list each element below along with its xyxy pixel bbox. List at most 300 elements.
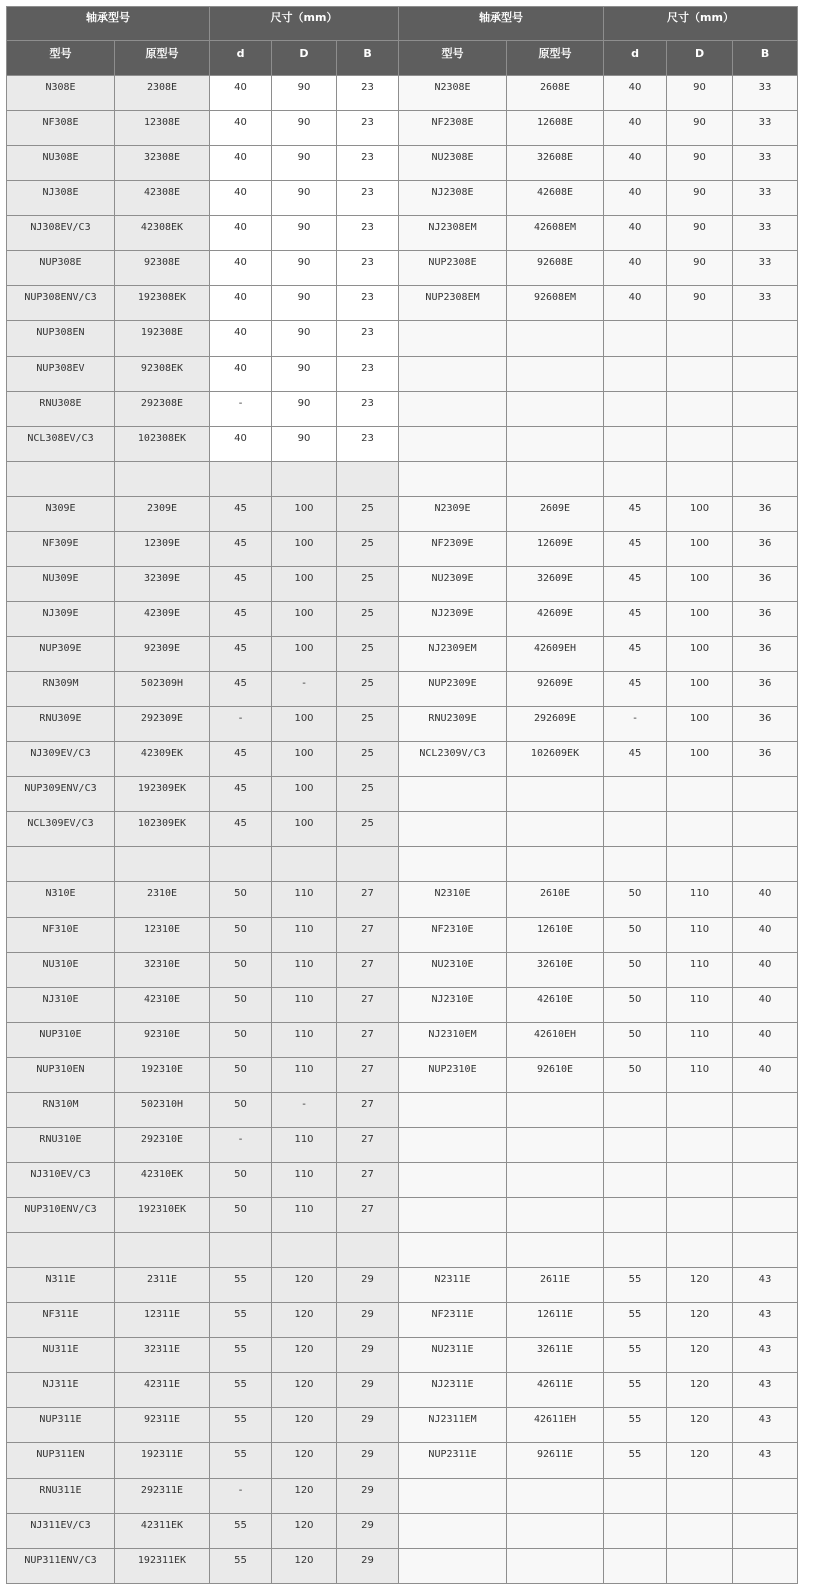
table-body bbox=[7, 76, 798, 1584]
cell-left-D: 90 bbox=[272, 181, 337, 216]
cell-right-model bbox=[399, 1513, 507, 1548]
cell-right-model: NUP2309E bbox=[399, 672, 507, 707]
cell-right-original bbox=[507, 461, 604, 496]
cell-left-model: NJ311EV/C3 bbox=[7, 1513, 115, 1548]
cell-left-d: 40 bbox=[210, 181, 272, 216]
cell-right-D: 100 bbox=[667, 566, 733, 601]
cell-left-D: 90 bbox=[272, 391, 337, 426]
cell-left-D: 90 bbox=[272, 356, 337, 391]
cell-right-D: 100 bbox=[667, 637, 733, 672]
table-row bbox=[7, 1513, 798, 1548]
cell-right-d bbox=[604, 812, 667, 847]
cell-right-model bbox=[399, 1478, 507, 1513]
cell-right-B: 33 bbox=[733, 286, 798, 321]
cell-right-D bbox=[667, 847, 733, 882]
cell-right-D bbox=[667, 1162, 733, 1197]
cell-left-d: 55 bbox=[210, 1338, 272, 1373]
cell-right-original: 42608E bbox=[507, 181, 604, 216]
cell-left-D: 110 bbox=[272, 1162, 337, 1197]
cell-right-original: 2611E bbox=[507, 1268, 604, 1303]
cell-left-model: NUP308EV bbox=[7, 356, 115, 391]
cell-left-original: 192311EK bbox=[115, 1548, 210, 1583]
cell-left-D: 120 bbox=[272, 1478, 337, 1513]
cell-left-d: 40 bbox=[210, 146, 272, 181]
cell-left-B: 27 bbox=[337, 882, 399, 917]
cell-left-original: 12311E bbox=[115, 1303, 210, 1338]
cell-left-d: 55 bbox=[210, 1268, 272, 1303]
cell-left-D: 120 bbox=[272, 1408, 337, 1443]
cell-left-D: 90 bbox=[272, 111, 337, 146]
cell-right-D bbox=[667, 1548, 733, 1583]
cell-left-d: 40 bbox=[210, 251, 272, 286]
cell-right-original: 92610E bbox=[507, 1057, 604, 1092]
table-row bbox=[7, 1478, 798, 1513]
table-row bbox=[7, 1022, 798, 1057]
cell-left-d: 50 bbox=[210, 1022, 272, 1057]
col-B-left: B bbox=[337, 41, 399, 76]
cell-left-original: 292308E bbox=[115, 391, 210, 426]
cell-right-B: 43 bbox=[733, 1373, 798, 1408]
cell-right-D bbox=[667, 391, 733, 426]
cell-left-d: 55 bbox=[210, 1408, 272, 1443]
table-row bbox=[7, 566, 798, 601]
table-row bbox=[7, 812, 798, 847]
cell-left-d: 45 bbox=[210, 531, 272, 566]
cell-left-D: 120 bbox=[272, 1513, 337, 1548]
cell-right-d: 45 bbox=[604, 742, 667, 777]
bearing-spec-table bbox=[6, 6, 798, 1584]
cell-left-original: 92310E bbox=[115, 1022, 210, 1057]
table-row bbox=[7, 1443, 798, 1478]
cell-left-d: 50 bbox=[210, 1198, 272, 1233]
table-row bbox=[7, 216, 798, 251]
cell-left-original: 2311E bbox=[115, 1268, 210, 1303]
cell-left-d bbox=[210, 847, 272, 882]
cell-left-D: 90 bbox=[272, 216, 337, 251]
cell-left-B: 23 bbox=[337, 146, 399, 181]
cell-left-B: 23 bbox=[337, 356, 399, 391]
table-row bbox=[7, 426, 798, 461]
group-model-right: 轴承型号 bbox=[399, 7, 604, 41]
cell-left-d: 40 bbox=[210, 76, 272, 111]
cell-right-B: 40 bbox=[733, 1057, 798, 1092]
cell-right-model bbox=[399, 1233, 507, 1268]
cell-left-d: 45 bbox=[210, 672, 272, 707]
cell-right-model: NUP2310E bbox=[399, 1057, 507, 1092]
cell-right-D: 120 bbox=[667, 1338, 733, 1373]
cell-left-D bbox=[272, 1233, 337, 1268]
cell-left-original: 42308EK bbox=[115, 216, 210, 251]
cell-left-d: 40 bbox=[210, 216, 272, 251]
cell-right-d bbox=[604, 1162, 667, 1197]
cell-right-original bbox=[507, 1162, 604, 1197]
cell-right-original: 32611E bbox=[507, 1338, 604, 1373]
cell-right-D: 120 bbox=[667, 1373, 733, 1408]
cell-left-original: 32308E bbox=[115, 146, 210, 181]
cell-left-model: NJ308E bbox=[7, 181, 115, 216]
cell-right-D: 110 bbox=[667, 1022, 733, 1057]
cell-right-d bbox=[604, 391, 667, 426]
cell-right-model bbox=[399, 1092, 507, 1127]
cell-right-D: 90 bbox=[667, 251, 733, 286]
cell-right-d: 45 bbox=[604, 531, 667, 566]
cell-left-D: 110 bbox=[272, 1022, 337, 1057]
cell-right-B bbox=[733, 777, 798, 812]
cell-left-D bbox=[272, 461, 337, 496]
cell-right-original: 42611EH bbox=[507, 1408, 604, 1443]
table-row bbox=[7, 707, 798, 742]
cell-right-D: 100 bbox=[667, 531, 733, 566]
cell-right-model bbox=[399, 777, 507, 812]
cell-right-original bbox=[507, 812, 604, 847]
cell-right-D: 120 bbox=[667, 1268, 733, 1303]
cell-left-model: NUP310E bbox=[7, 1022, 115, 1057]
cell-left-B: 29 bbox=[337, 1513, 399, 1548]
cell-left-model: NUP311E bbox=[7, 1408, 115, 1443]
cell-right-D: 100 bbox=[667, 742, 733, 777]
cell-right-model: NJ2309EM bbox=[399, 637, 507, 672]
cell-left-D: 120 bbox=[272, 1443, 337, 1478]
cell-left-model: RN309M bbox=[7, 672, 115, 707]
cell-left-B: 23 bbox=[337, 251, 399, 286]
cell-right-d bbox=[604, 1478, 667, 1513]
cell-left-D: 90 bbox=[272, 146, 337, 181]
cell-right-B bbox=[733, 1548, 798, 1583]
cell-left-d: 45 bbox=[210, 777, 272, 812]
cell-left-original: 2308E bbox=[115, 76, 210, 111]
cell-right-d: - bbox=[604, 707, 667, 742]
cell-right-B: 43 bbox=[733, 1443, 798, 1478]
cell-right-D bbox=[667, 1478, 733, 1513]
cell-left-D: 100 bbox=[272, 742, 337, 777]
cell-right-B: 40 bbox=[733, 952, 798, 987]
cell-left-d: 40 bbox=[210, 286, 272, 321]
cell-left-model: NJ309E bbox=[7, 601, 115, 636]
cell-left-d: - bbox=[210, 1478, 272, 1513]
cell-left-original: 92308E bbox=[115, 251, 210, 286]
cell-right-B: 43 bbox=[733, 1268, 798, 1303]
table-row bbox=[7, 356, 798, 391]
cell-right-B bbox=[733, 426, 798, 461]
table-row bbox=[7, 777, 798, 812]
cell-right-d: 55 bbox=[604, 1268, 667, 1303]
cell-left-model: N311E bbox=[7, 1268, 115, 1303]
cell-right-B: 33 bbox=[733, 216, 798, 251]
col-D-right: D bbox=[667, 41, 733, 76]
cell-right-B bbox=[733, 356, 798, 391]
cell-right-B: 43 bbox=[733, 1338, 798, 1373]
cell-right-model: NF2309E bbox=[399, 531, 507, 566]
cell-left-original: 92309E bbox=[115, 637, 210, 672]
cell-left-D: 120 bbox=[272, 1303, 337, 1338]
cell-left-B: 27 bbox=[337, 1198, 399, 1233]
cell-left-D: 100 bbox=[272, 777, 337, 812]
table-row bbox=[7, 637, 798, 672]
cell-left-B: 27 bbox=[337, 917, 399, 952]
cell-left-d: 55 bbox=[210, 1303, 272, 1338]
cell-right-model: NF2308E bbox=[399, 111, 507, 146]
cell-right-original bbox=[507, 356, 604, 391]
cell-left-model: NU308E bbox=[7, 146, 115, 181]
cell-left-B: 29 bbox=[337, 1443, 399, 1478]
cell-left-original: 102308EK bbox=[115, 426, 210, 461]
cell-right-model: NJ2311EM bbox=[399, 1408, 507, 1443]
cell-left-B bbox=[337, 461, 399, 496]
cell-right-D bbox=[667, 321, 733, 356]
cell-right-model bbox=[399, 461, 507, 496]
cell-left-d: 40 bbox=[210, 111, 272, 146]
cell-right-model: N2309E bbox=[399, 496, 507, 531]
cell-right-D: 110 bbox=[667, 952, 733, 987]
cell-left-B: 27 bbox=[337, 1127, 399, 1162]
cell-left-d: 55 bbox=[210, 1548, 272, 1583]
cell-right-original: 92608EM bbox=[507, 286, 604, 321]
cell-right-d bbox=[604, 356, 667, 391]
table-row bbox=[7, 111, 798, 146]
cell-left-model: NUP311ENV/C3 bbox=[7, 1548, 115, 1583]
cell-right-d: 40 bbox=[604, 286, 667, 321]
cell-left-B: 23 bbox=[337, 181, 399, 216]
table-row bbox=[7, 1162, 798, 1197]
cell-left-original: 42311E bbox=[115, 1373, 210, 1408]
cell-right-B bbox=[733, 1513, 798, 1548]
cell-right-model: NJ2310EM bbox=[399, 1022, 507, 1057]
cell-left-original: 292310E bbox=[115, 1127, 210, 1162]
cell-right-D bbox=[667, 426, 733, 461]
cell-right-model: NJ2308EM bbox=[399, 216, 507, 251]
cell-right-B: 33 bbox=[733, 111, 798, 146]
cell-left-D bbox=[272, 847, 337, 882]
cell-left-d: 50 bbox=[210, 952, 272, 987]
cell-left-model: NJ310E bbox=[7, 987, 115, 1022]
cell-right-d: 50 bbox=[604, 1057, 667, 1092]
cell-right-original: 32610E bbox=[507, 952, 604, 987]
table-row bbox=[7, 321, 798, 356]
col-original-left: 原型号 bbox=[115, 41, 210, 76]
cell-left-D: 90 bbox=[272, 321, 337, 356]
cell-left-model: RN310M bbox=[7, 1092, 115, 1127]
cell-left-model: RNU309E bbox=[7, 707, 115, 742]
table-row bbox=[7, 1198, 798, 1233]
cell-right-model: NU2308E bbox=[399, 146, 507, 181]
cell-left-model: RNU308E bbox=[7, 391, 115, 426]
col-B-right: B bbox=[733, 41, 798, 76]
cell-right-B: 40 bbox=[733, 882, 798, 917]
cell-left-model: NCL308EV/C3 bbox=[7, 426, 115, 461]
cell-right-model bbox=[399, 1548, 507, 1583]
col-D-left: D bbox=[272, 41, 337, 76]
cell-left-D: 120 bbox=[272, 1548, 337, 1583]
cell-left-original: 42310EK bbox=[115, 1162, 210, 1197]
cell-right-d: 45 bbox=[604, 496, 667, 531]
cell-left-B: 23 bbox=[337, 111, 399, 146]
cell-left-original: 192308EK bbox=[115, 286, 210, 321]
cell-right-model bbox=[399, 426, 507, 461]
cell-right-original bbox=[507, 1478, 604, 1513]
cell-left-B: 29 bbox=[337, 1408, 399, 1443]
cell-right-d: 40 bbox=[604, 146, 667, 181]
cell-left-original: 12308E bbox=[115, 111, 210, 146]
cell-right-d: 40 bbox=[604, 111, 667, 146]
cell-left-model: NJ311E bbox=[7, 1373, 115, 1408]
cell-right-d: 50 bbox=[604, 1022, 667, 1057]
cell-left-d: 45 bbox=[210, 566, 272, 601]
table-row bbox=[7, 76, 798, 111]
cell-left-B: 23 bbox=[337, 76, 399, 111]
col-model-right: 型号 bbox=[399, 41, 507, 76]
cell-right-B bbox=[733, 321, 798, 356]
cell-right-B: 36 bbox=[733, 496, 798, 531]
cell-right-D: 100 bbox=[667, 672, 733, 707]
cell-right-original: 12610E bbox=[507, 917, 604, 952]
cell-left-d bbox=[210, 461, 272, 496]
table-row bbox=[7, 1127, 798, 1162]
cell-left-model: NCL309EV/C3 bbox=[7, 812, 115, 847]
cell-left-D: 120 bbox=[272, 1373, 337, 1408]
cell-right-model: NJ2311E bbox=[399, 1373, 507, 1408]
cell-left-B: 29 bbox=[337, 1373, 399, 1408]
cell-right-B: 33 bbox=[733, 181, 798, 216]
table-row bbox=[7, 286, 798, 321]
cell-left-original: 292309E bbox=[115, 707, 210, 742]
table-row bbox=[7, 1057, 798, 1092]
cell-left-model: NUP308ENV/C3 bbox=[7, 286, 115, 321]
cell-left-model: NF310E bbox=[7, 917, 115, 952]
cell-left-d: 50 bbox=[210, 1162, 272, 1197]
table-row bbox=[7, 882, 798, 917]
cell-left-D: 110 bbox=[272, 987, 337, 1022]
table-row bbox=[7, 1092, 798, 1127]
cell-left-original: 12309E bbox=[115, 531, 210, 566]
cell-left-B: 29 bbox=[337, 1338, 399, 1373]
cell-right-B: 40 bbox=[733, 1022, 798, 1057]
cell-right-original: 2608E bbox=[507, 76, 604, 111]
cell-left-d: 50 bbox=[210, 987, 272, 1022]
cell-right-original: 42611E bbox=[507, 1373, 604, 1408]
cell-right-model: NU2310E bbox=[399, 952, 507, 987]
cell-right-d: 55 bbox=[604, 1408, 667, 1443]
cell-right-B: 36 bbox=[733, 566, 798, 601]
cell-right-original: 92608E bbox=[507, 251, 604, 286]
cell-right-original bbox=[507, 426, 604, 461]
cell-right-B bbox=[733, 1233, 798, 1268]
cell-left-model: NJ310EV/C3 bbox=[7, 1162, 115, 1197]
cell-right-D bbox=[667, 1513, 733, 1548]
cell-right-d: 50 bbox=[604, 987, 667, 1022]
cell-right-model: NCL2309V/C3 bbox=[399, 742, 507, 777]
cell-right-d bbox=[604, 1127, 667, 1162]
cell-right-B: 33 bbox=[733, 251, 798, 286]
cell-left-d: 45 bbox=[210, 496, 272, 531]
table-row bbox=[7, 496, 798, 531]
cell-left-d: 40 bbox=[210, 356, 272, 391]
cell-left-D: 100 bbox=[272, 812, 337, 847]
cell-left-model: RNU310E bbox=[7, 1127, 115, 1162]
header-column-row bbox=[7, 41, 798, 76]
cell-right-model bbox=[399, 356, 507, 391]
table-row bbox=[7, 181, 798, 216]
cell-right-D: 110 bbox=[667, 882, 733, 917]
cell-right-original: 102609EK bbox=[507, 742, 604, 777]
cell-right-D bbox=[667, 812, 733, 847]
cell-left-D: - bbox=[272, 672, 337, 707]
cell-left-B: 29 bbox=[337, 1268, 399, 1303]
cell-right-D: 100 bbox=[667, 707, 733, 742]
cell-left-B: 29 bbox=[337, 1303, 399, 1338]
cell-right-D: 90 bbox=[667, 216, 733, 251]
cell-right-model: N2310E bbox=[399, 882, 507, 917]
cell-left-B: 25 bbox=[337, 566, 399, 601]
cell-left-D: 110 bbox=[272, 1057, 337, 1092]
cell-left-model: NJ308EV/C3 bbox=[7, 216, 115, 251]
cell-right-model bbox=[399, 847, 507, 882]
cell-left-D: - bbox=[272, 1092, 337, 1127]
cell-left-B: 25 bbox=[337, 812, 399, 847]
cell-left-d: 50 bbox=[210, 1092, 272, 1127]
cell-right-model: RNU2309E bbox=[399, 707, 507, 742]
cell-right-d: 40 bbox=[604, 181, 667, 216]
cell-left-d: 40 bbox=[210, 321, 272, 356]
cell-left-original: 42308E bbox=[115, 181, 210, 216]
cell-left-B: 23 bbox=[337, 286, 399, 321]
cell-right-B bbox=[733, 812, 798, 847]
cell-right-original: 32609E bbox=[507, 566, 604, 601]
cell-right-D bbox=[667, 461, 733, 496]
cell-left-d: 50 bbox=[210, 1057, 272, 1092]
table-row bbox=[7, 672, 798, 707]
cell-right-d: 40 bbox=[604, 76, 667, 111]
cell-right-model: NUP2308EM bbox=[399, 286, 507, 321]
cell-left-B: 23 bbox=[337, 321, 399, 356]
cell-right-model bbox=[399, 1198, 507, 1233]
cell-right-d: 45 bbox=[604, 566, 667, 601]
cell-left-original: 92308EK bbox=[115, 356, 210, 391]
table-header bbox=[7, 7, 798, 76]
cell-left-model: NF308E bbox=[7, 111, 115, 146]
cell-left-d: 55 bbox=[210, 1443, 272, 1478]
cell-left-B: 25 bbox=[337, 601, 399, 636]
cell-left-original: 2310E bbox=[115, 882, 210, 917]
header-group-row bbox=[7, 7, 798, 41]
cell-left-B bbox=[337, 847, 399, 882]
cell-left-model: N310E bbox=[7, 882, 115, 917]
cell-right-D: 110 bbox=[667, 1057, 733, 1092]
cell-left-model: NU309E bbox=[7, 566, 115, 601]
cell-left-original bbox=[115, 847, 210, 882]
cell-right-original: 292609E bbox=[507, 707, 604, 742]
cell-right-B: 36 bbox=[733, 531, 798, 566]
cell-left-B: 27 bbox=[337, 1162, 399, 1197]
cell-right-D: 90 bbox=[667, 76, 733, 111]
cell-left-model: RNU311E bbox=[7, 1478, 115, 1513]
group-model-left: 轴承型号 bbox=[7, 7, 210, 41]
cell-right-model bbox=[399, 1127, 507, 1162]
cell-right-d: 55 bbox=[604, 1373, 667, 1408]
table-row bbox=[7, 1548, 798, 1583]
cell-left-d: 45 bbox=[210, 601, 272, 636]
cell-left-D: 120 bbox=[272, 1268, 337, 1303]
cell-right-D bbox=[667, 356, 733, 391]
cell-left-model: NUP309ENV/C3 bbox=[7, 777, 115, 812]
cell-left-model: NUP308EN bbox=[7, 321, 115, 356]
cell-right-model: NUP2308E bbox=[399, 251, 507, 286]
cell-left-D: 90 bbox=[272, 76, 337, 111]
cell-right-B: 33 bbox=[733, 76, 798, 111]
cell-left-model: NF309E bbox=[7, 531, 115, 566]
cell-right-B bbox=[733, 1162, 798, 1197]
cell-right-original bbox=[507, 777, 604, 812]
cell-left-model: NUP310EN bbox=[7, 1057, 115, 1092]
